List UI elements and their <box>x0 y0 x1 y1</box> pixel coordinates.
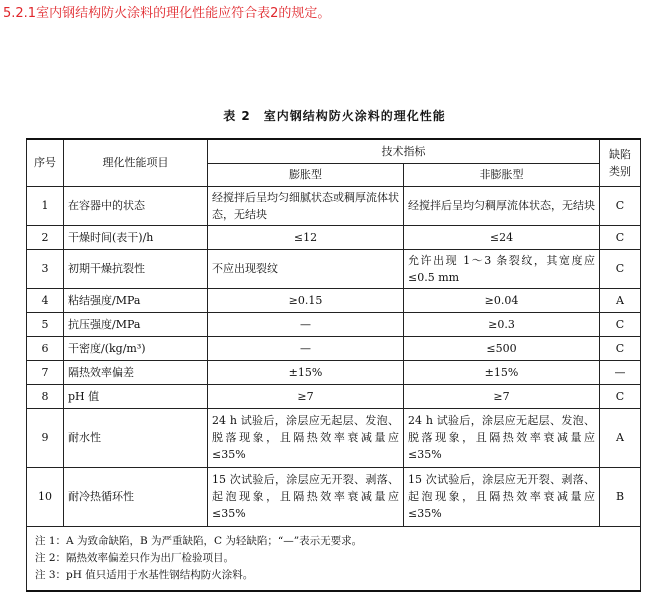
note-3: 注 3：pH 值只适用于水基性钢结构防火涂料。 <box>35 568 254 581</box>
row-expansive: 15 次试验后，涂层应无开裂、剥落、起泡现象，且隔热效率衰减量应≤35% <box>208 467 404 526</box>
table-row <box>27 312 641 336</box>
row-number: 2 <box>27 225 64 249</box>
header-row-1 <box>27 139 641 163</box>
table-row <box>27 467 641 526</box>
row-nonexpansive: ≥7 <box>404 384 600 408</box>
row-number: 10 <box>27 467 64 526</box>
row-nonexpansive: 允许出现 1～3 条裂纹，其宽度应≤0.5 mm <box>404 249 600 288</box>
row-item: 粘结强度/MPa <box>64 288 208 312</box>
row-expansive: — <box>208 312 404 336</box>
row-expansive: 24 h 试验后，涂层应无起层、发泡、脱落现象，且隔热效率衰减量应≤35% <box>208 408 404 467</box>
table-row <box>27 336 641 360</box>
table-row <box>27 360 641 384</box>
row-number: 3 <box>27 249 64 288</box>
header-defect: 缺陷类别 <box>600 139 641 186</box>
row-nonexpansive: ±15% <box>404 360 600 384</box>
note-1: 注 1：A 为致命缺陷，B 为严重缺陷，C 为轻缺陷；“—”表示无要求。 <box>35 534 363 547</box>
row-defect: A <box>600 288 641 312</box>
row-defect: C <box>600 249 641 288</box>
row-number: 1 <box>27 186 64 225</box>
row-defect: — <box>600 360 641 384</box>
row-defect: C <box>600 225 641 249</box>
row-number: 4 <box>27 288 64 312</box>
row-item: 耐水性 <box>64 408 208 467</box>
row-item: 干燥时间(表干)/h <box>64 225 208 249</box>
table-row <box>27 186 641 225</box>
row-nonexpansive: ≥0.04 <box>404 288 600 312</box>
row-item: 在容器中的状态 <box>64 186 208 225</box>
notes-cell <box>27 526 641 591</box>
header-seq: 序号 <box>27 139 64 186</box>
row-expansive: ≥7 <box>208 384 404 408</box>
row-item: 耐冷热循环性 <box>64 467 208 526</box>
header-nonexpansive: 非膨胀型 <box>404 163 600 186</box>
row-expansive: ≤12 <box>208 225 404 249</box>
row-item: 抗压强度/MPa <box>64 312 208 336</box>
row-defect: C <box>600 186 641 225</box>
row-number: 8 <box>27 384 64 408</box>
table-row <box>27 249 641 288</box>
row-item: 初期干燥抗裂性 <box>64 249 208 288</box>
row-nonexpansive: 经搅拌后呈均匀稠厚流体状态，无结块 <box>404 186 600 225</box>
header-item: 理化性能项目 <box>64 139 208 186</box>
row-nonexpansive: ≥0.3 <box>404 312 600 336</box>
row-nonexpansive: 24 h 试验后，涂层应无起层、发泡、脱落现象，且隔热效率衰减量应≤35% <box>404 408 600 467</box>
row-item: 干密度/(kg/m³) <box>64 336 208 360</box>
row-number: 6 <box>27 336 64 360</box>
table-row <box>27 408 641 467</box>
table-caption: 表 2 室内钢结构防火涂料的理化性能 <box>223 109 446 123</box>
row-defect: C <box>600 384 641 408</box>
row-expansive: 经搅拌后呈均匀细腻状态或稠厚流体状态，无结块 <box>208 186 404 225</box>
row-number: 7 <box>27 360 64 384</box>
row-number: 5 <box>27 312 64 336</box>
row-expansive: ≥0.15 <box>208 288 404 312</box>
row-defect: C <box>600 312 641 336</box>
note-2: 注 2：隔热效率偏差只作为出厂检验项目。 <box>35 551 235 564</box>
row-nonexpansive: ≤500 <box>404 336 600 360</box>
row-nonexpansive: ≤24 <box>404 225 600 249</box>
row-defect: C <box>600 336 641 360</box>
row-number: 9 <box>27 408 64 467</box>
row-expansive: ±15% <box>208 360 404 384</box>
properties-table <box>26 138 641 592</box>
row-defect: A <box>600 408 641 467</box>
row-item: pH 值 <box>64 384 208 408</box>
table-row <box>27 225 641 249</box>
notes-row <box>27 526 641 591</box>
header-expansive: 膨胀型 <box>208 163 404 186</box>
section-heading: 5.2.1室内钢结构防火涂料的理化性能应符合表2的规定。 <box>3 6 331 21</box>
row-nonexpansive: 15 次试验后，涂层应无开裂、剥落、起泡现象，且隔热效率衰减量应≤35% <box>404 467 600 526</box>
row-item: 隔热效率偏差 <box>64 360 208 384</box>
table-row <box>27 288 641 312</box>
header-tech: 技术指标 <box>208 139 600 163</box>
row-defect: B <box>600 467 641 526</box>
table-row <box>27 384 641 408</box>
row-expansive: — <box>208 336 404 360</box>
row-expansive: 不应出现裂纹 <box>208 249 404 288</box>
